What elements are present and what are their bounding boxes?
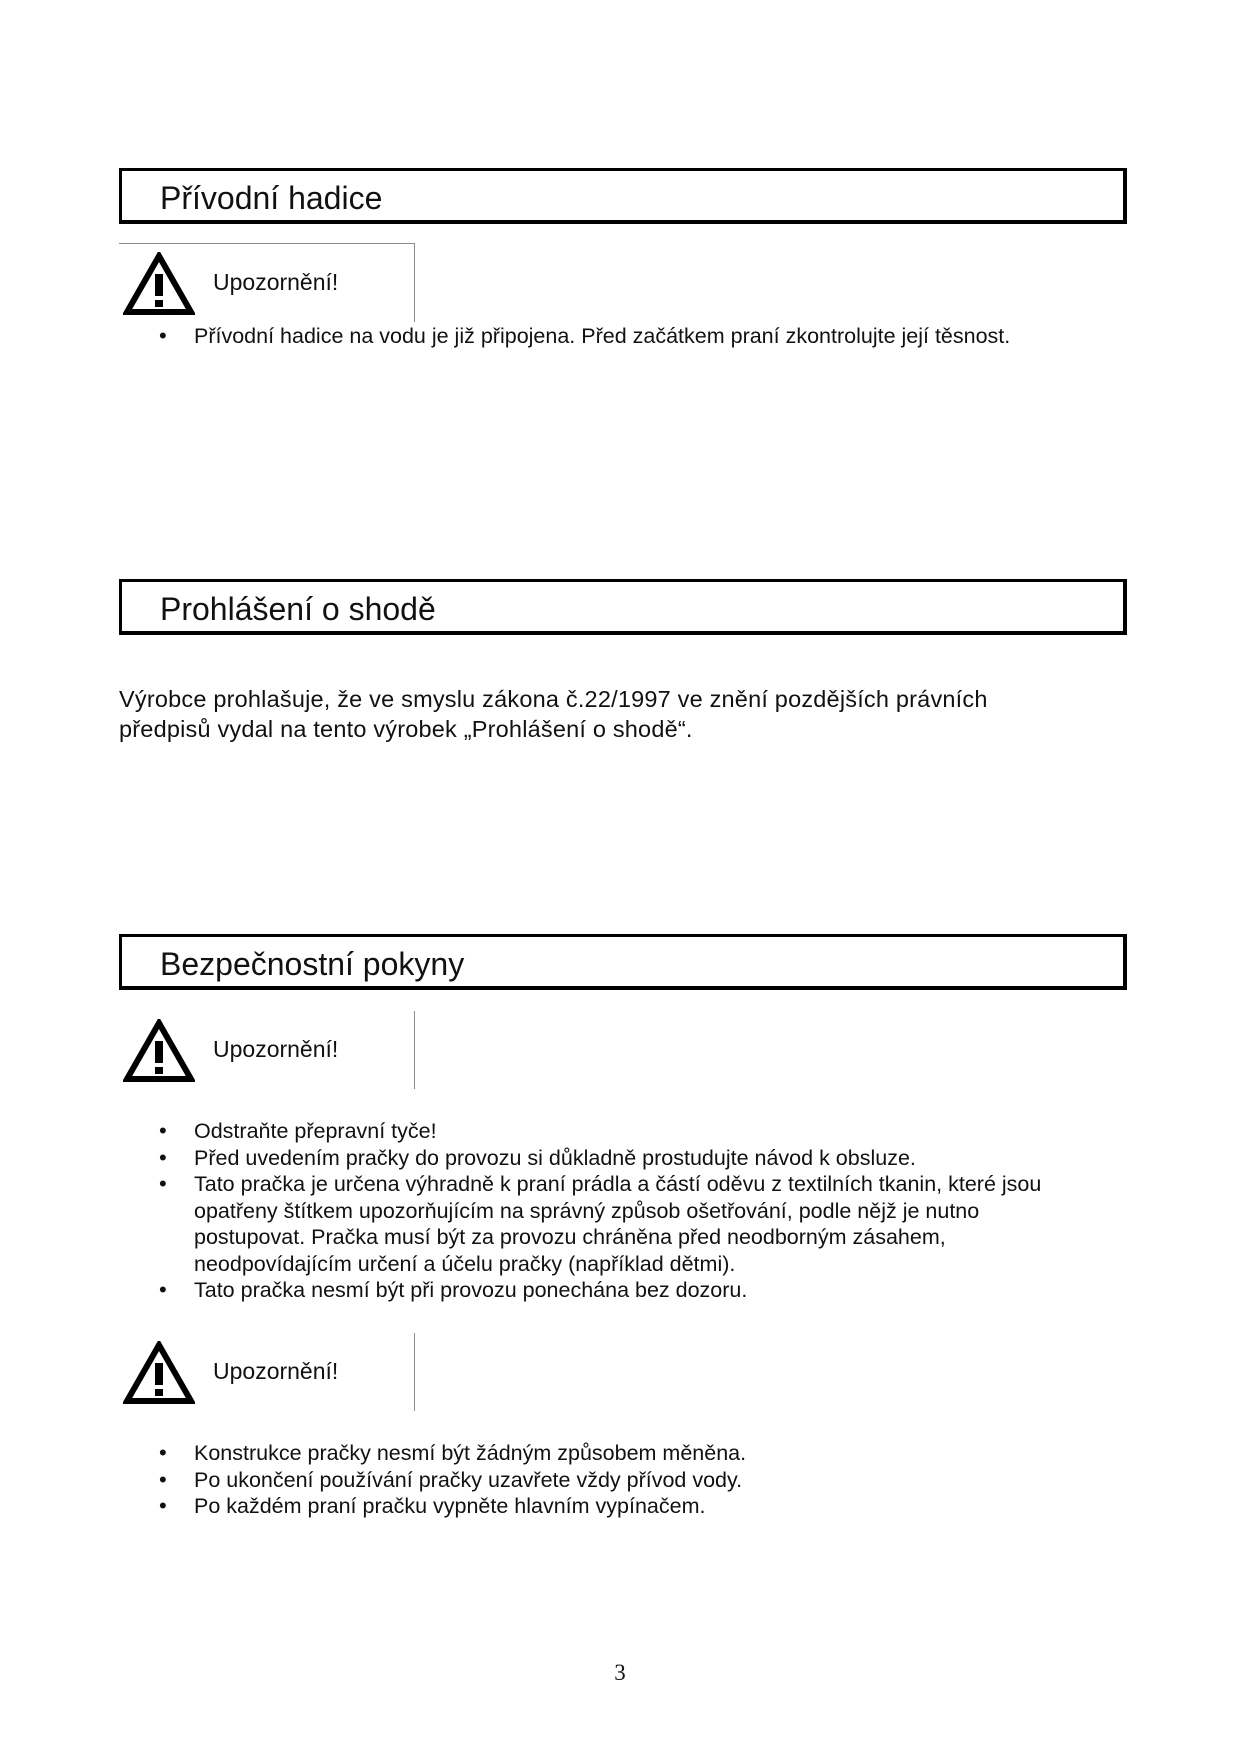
section-title: Prohlášení o shodě — [160, 591, 436, 627]
section-header-hose — [119, 168, 1127, 224]
section-header-conformity — [119, 579, 1127, 635]
divider — [414, 1011, 415, 1089]
hose-bullet-list — [150, 323, 1130, 350]
section-title: Přívodní hadice — [160, 180, 383, 216]
list-item: • Po každém praní pračku vypněte hlavním vypínačem. — [150, 1493, 1130, 1520]
list-item: • Po ukončení používání pračky uzavřete vždy přívod vody. — [150, 1467, 1130, 1494]
list-item: • Konstrukce pračky nesmí být žádným způsobem měněna. — [150, 1440, 1130, 1467]
warning-triangle-icon — [123, 1019, 195, 1083]
paragraph-line: předpisů vydal na tento výrobek „Prohlášení o shodě“. — [119, 716, 693, 742]
warning-box — [119, 243, 415, 321]
divider — [414, 244, 415, 322]
list-item: • Tato pračka je určena výhradně k praní prádla a částí oděvu z textilních tkanin, které jsou opatřeny štítkem upozorňujícím na správný způsob ošetřování, podle nějž je nutno postupovat. Pračka musí být za provozu chráněna před neodborným zásahem, neodpovídajícím určení a účelu pračky (například dětmi). — [150, 1171, 1130, 1277]
section-title: Bezpečnostní pokyny — [160, 946, 465, 982]
warning-label: Upozornění! — [213, 1358, 339, 1384]
warning-triangle-icon — [123, 252, 195, 316]
divider — [414, 1333, 415, 1411]
page-number: 3 — [614, 1660, 626, 1685]
paragraph-line: Výrobce prohlašuje, že ve smyslu zákona č.22/1997 ve znění pozdějších právních — [119, 686, 988, 712]
warning-box — [119, 1333, 415, 1411]
list-item: • Přívodní hadice na vodu je již připojena. Před začátkem praní zkontrolujte její těsnost. — [150, 323, 1130, 350]
warning-triangle-icon — [123, 1341, 195, 1405]
conformity-paragraph — [119, 684, 1099, 744]
safety-bullet-list-1 — [150, 1118, 1130, 1304]
warning-box — [119, 1011, 415, 1089]
safety-bullet-list-2 — [150, 1440, 1130, 1520]
list-item: • Tato pračka nesmí být při provozu ponechána bez dozoru. — [150, 1277, 1130, 1304]
warning-label: Upozornění! — [213, 269, 339, 295]
list-item: • Odstraňte přepravní tyče! — [150, 1118, 1130, 1145]
section-header-safety — [119, 934, 1127, 990]
warning-label: Upozornění! — [213, 1036, 339, 1062]
list-item: • Před uvedením pračky do provozu si důkladně prostudujte návod k obsluze. — [150, 1145, 1130, 1172]
